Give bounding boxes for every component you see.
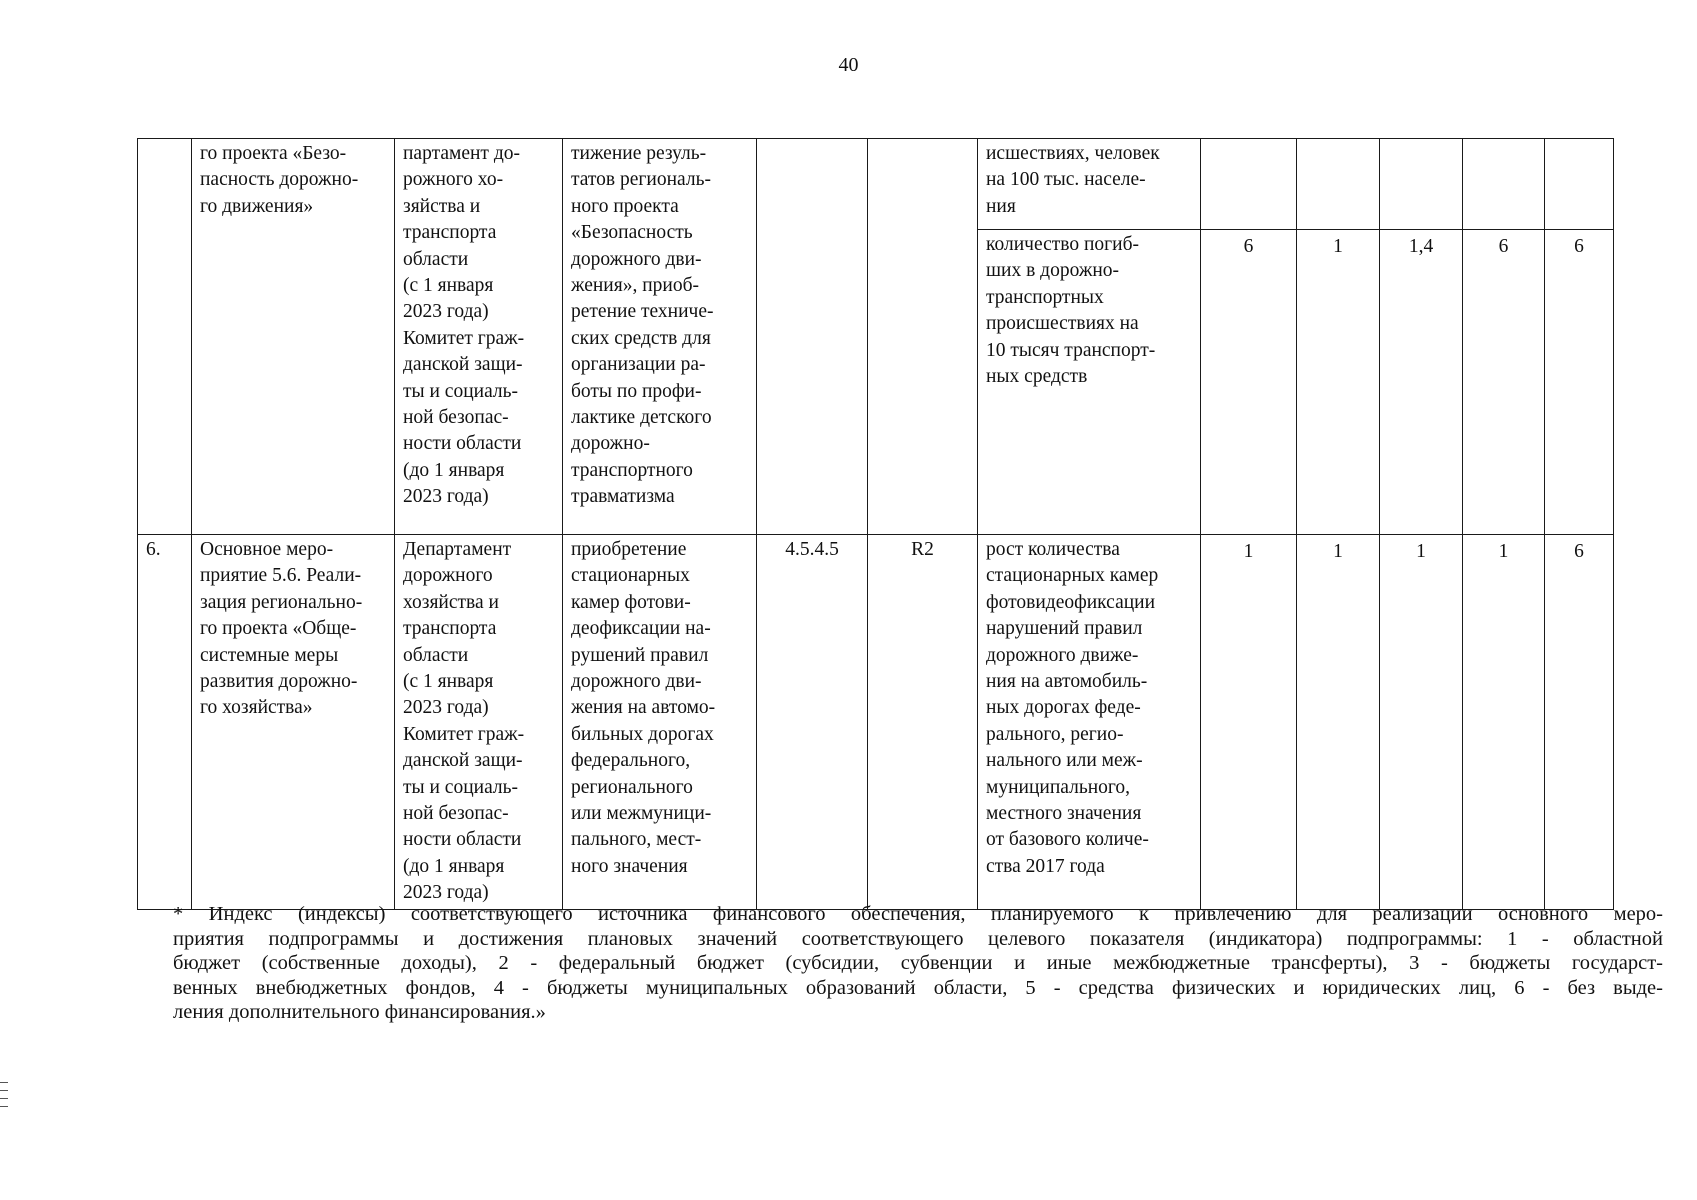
margin-mark bbox=[0, 1106, 8, 1107]
measure-name-line: Основное меро- bbox=[200, 539, 334, 560]
indicator-value bbox=[1297, 230, 1380, 535]
measure-name-line: зация регионально- bbox=[200, 591, 363, 613]
expected-result-line: травматизма bbox=[571, 486, 675, 508]
row-number bbox=[138, 535, 192, 910]
expected-result-line: дорожного дви- bbox=[571, 248, 702, 270]
indicator-name-line: ных средств bbox=[986, 366, 1088, 388]
expected-result-line: транспортного bbox=[571, 459, 693, 481]
indicator-value bbox=[1380, 535, 1463, 910]
table-row bbox=[138, 535, 1614, 910]
indicator-value bbox=[1380, 230, 1463, 535]
indicator-value-text: 1 bbox=[1498, 541, 1509, 562]
executor-line: зяйства и bbox=[403, 195, 481, 217]
indicator-name-line: нального или меж- bbox=[986, 750, 1143, 772]
row-number-text: 6. bbox=[146, 539, 161, 560]
executor-line: ты и социаль- bbox=[403, 776, 519, 798]
executor-line: Комитет граж- bbox=[403, 327, 525, 349]
indicator-name-line: рального, регио- bbox=[986, 723, 1124, 745]
indicator-name-line: муниципального, bbox=[986, 776, 1131, 798]
indicator-value-text: 6 bbox=[1574, 541, 1584, 562]
footnote-line: приятия подпрограммы и достижения плановых значений соответствующего целевого показателя (индикатора) подпрограммы: 1 - областной bbox=[173, 927, 1663, 950]
indicator-name-line: дорожного движе- bbox=[986, 644, 1139, 666]
expected-result-line: ного проекта bbox=[571, 195, 679, 217]
expected-result-line: ских средств для bbox=[571, 327, 711, 349]
expected-result bbox=[563, 535, 757, 910]
expected-result-line: ретение техниче- bbox=[571, 301, 714, 323]
expected-result-line: жения», приоб- bbox=[571, 275, 699, 297]
indicator-name-line: исшествиях, человек bbox=[986, 143, 1160, 164]
executor-line: ности области bbox=[403, 829, 522, 851]
indicator-value bbox=[1201, 230, 1297, 535]
executor-line: 2023 года) bbox=[403, 301, 489, 323]
indicator-name bbox=[978, 230, 1201, 535]
footnote-line: * Индекс (индексы) соответствующего источника финансового обеспечения, планируемого к привлечению для реализации основного меро- bbox=[173, 903, 1663, 925]
expected-result-line: дорожного дви- bbox=[571, 671, 702, 693]
indicator-value bbox=[1545, 139, 1614, 230]
measure-name-line: пасность дорожно- bbox=[200, 169, 359, 191]
indicator-name-line: транспортных bbox=[986, 286, 1104, 308]
expected-result-line: ного значения bbox=[571, 855, 688, 877]
indicator-value-text: 1 bbox=[1243, 541, 1254, 562]
indicator-name bbox=[978, 535, 1201, 910]
indicator-name-line: ных дорогах феде- bbox=[986, 697, 1141, 719]
margin-mark bbox=[0, 1090, 8, 1091]
footnote-line: венных внебюджетных фондов, 4 - бюджеты муниципальных образований области, 5 - средства физических и юридических лиц, 6 - без выде- bbox=[173, 976, 1663, 999]
budget-code bbox=[757, 535, 868, 910]
executor-line: ты и социаль- bbox=[403, 380, 519, 402]
expected-result-line: бильных дорогах bbox=[571, 723, 714, 745]
executor-line: дорожного bbox=[403, 565, 493, 587]
indicator-value bbox=[1297, 535, 1380, 910]
executor-line: области bbox=[403, 248, 469, 270]
row-number bbox=[138, 139, 192, 535]
expected-result-line: или межмуници- bbox=[571, 803, 712, 825]
executor-line: Комитет граж- bbox=[403, 723, 525, 745]
expected-result-line: жения на автомо- bbox=[571, 697, 716, 719]
indicator-value-text: 6 bbox=[1574, 236, 1584, 257]
executor-line: Департамент bbox=[403, 539, 512, 560]
indicator-value bbox=[1463, 535, 1545, 910]
measure-name-line: го движения» bbox=[200, 195, 314, 217]
indicator-name-line: ства 2017 года bbox=[986, 855, 1105, 877]
indicator-name-line: ния bbox=[986, 195, 1016, 217]
indicator-name-line: от базового количе- bbox=[986, 829, 1149, 851]
executor-line: области bbox=[403, 644, 469, 666]
executor-line: транспорта bbox=[403, 222, 497, 244]
margin-mark bbox=[0, 1098, 8, 1099]
executor-line: (с 1 января bbox=[403, 671, 494, 693]
indicator-value-text: 1,4 bbox=[1408, 236, 1434, 257]
executor-line: (до 1 января bbox=[403, 459, 505, 481]
executor-line: данской защи- bbox=[403, 750, 523, 772]
executor-line: рожного хо- bbox=[403, 169, 504, 191]
executor-line: 2023 года) bbox=[403, 697, 489, 719]
margin-mark bbox=[0, 1082, 8, 1083]
indicator-value bbox=[1545, 535, 1614, 910]
executor-line: ности области bbox=[403, 433, 522, 455]
indicator-name-line: фотовидеофиксации bbox=[986, 591, 1156, 613]
indicator-name-line: ших в дорожно- bbox=[986, 260, 1119, 282]
executor-line: ной безопас- bbox=[403, 407, 509, 429]
expected-result bbox=[563, 139, 757, 535]
indicator-name bbox=[978, 139, 1201, 230]
indicator-value-text: 1 bbox=[1416, 541, 1426, 562]
measure-name-line: го проекта «Обще- bbox=[200, 618, 357, 640]
executor-line: хозяйства и bbox=[403, 591, 499, 613]
expected-result-line: пального, мест- bbox=[571, 829, 702, 851]
measure-name-line: го хозяйства» bbox=[200, 697, 313, 719]
page-number: 40 bbox=[838, 54, 859, 76]
expected-result-line: приобретение bbox=[571, 539, 687, 560]
indicator-name-line: 10 тысяч транспорт- bbox=[986, 339, 1156, 361]
indicator-value bbox=[1201, 139, 1297, 230]
executor-line: ной безопас- bbox=[403, 803, 509, 825]
expected-result-line: камер фотови- bbox=[571, 591, 691, 613]
source-index bbox=[868, 139, 978, 535]
expected-result-line: деофиксации на- bbox=[571, 618, 711, 640]
indicator-name-line: стационарных камер bbox=[986, 565, 1159, 587]
footnote-line: бюджет (собственные доходы), 2 - федеральный бюджет (субсидии, субвенции и иные межбюджетные трансферты), 3 - бюджеты государст- bbox=[173, 952, 1663, 974]
indicator-value bbox=[1545, 230, 1614, 535]
indicator-value-text: 1 bbox=[1333, 236, 1343, 257]
executor-line: 2023 года) bbox=[403, 486, 489, 508]
source-index-text: R2 bbox=[911, 539, 934, 560]
footnote bbox=[173, 902, 1663, 1025]
executor-line: (с 1 января bbox=[403, 275, 494, 297]
source-index bbox=[868, 535, 978, 910]
measure-name bbox=[192, 139, 395, 535]
measure-name-line: развития дорожно- bbox=[200, 671, 358, 693]
executor bbox=[395, 535, 563, 910]
indicator-name-line: на 100 тыс. населе- bbox=[986, 169, 1146, 191]
indicator-value-text: 6 bbox=[1498, 236, 1509, 257]
indicator-name-line: нарушений правил bbox=[986, 618, 1143, 640]
indicator-value-text: 6 bbox=[1243, 236, 1254, 257]
executor-line: партамент до- bbox=[403, 143, 520, 164]
indicator-value bbox=[1201, 535, 1297, 910]
indicator-name-line: происшествиях на bbox=[986, 313, 1139, 335]
indicator-name-line: местного значения bbox=[986, 803, 1142, 825]
program-table bbox=[137, 138, 1614, 910]
expected-result-line: дорожно- bbox=[571, 433, 650, 455]
measure-name-line: приятие 5.6. Реали- bbox=[200, 565, 362, 587]
table-row bbox=[138, 139, 1614, 230]
indicator-value bbox=[1463, 139, 1545, 230]
executor-line: транспорта bbox=[403, 618, 497, 640]
executor bbox=[395, 139, 563, 535]
expected-result-line: татов региональ- bbox=[571, 169, 711, 191]
expected-result-line: регионального bbox=[571, 776, 693, 798]
executor-line: данской защи- bbox=[403, 354, 523, 376]
expected-result-line: стационарных bbox=[571, 565, 690, 587]
indicator-name-line: рост количества bbox=[986, 539, 1120, 560]
budget-code bbox=[757, 139, 868, 535]
budget-code-text: 4.5.4.5 bbox=[785, 539, 839, 560]
expected-result-line: федерального, bbox=[571, 750, 691, 772]
expected-result-line: рушений правил bbox=[571, 644, 709, 666]
expected-result-line: тижение резуль- bbox=[571, 143, 707, 164]
indicator-name-line: ния на автомобиль- bbox=[986, 671, 1148, 693]
expected-result-line: «Безопасность bbox=[571, 222, 693, 244]
executor-line: (до 1 января bbox=[403, 855, 505, 877]
expected-result-line: лактике детского bbox=[571, 407, 712, 429]
executor-line: 2023 года) bbox=[403, 882, 489, 904]
indicator-value bbox=[1380, 139, 1463, 230]
expected-result-line: организации ра- bbox=[571, 354, 706, 376]
indicator-value bbox=[1463, 230, 1545, 535]
footnote-line: ления дополнительного финансирования.» bbox=[173, 1001, 546, 1023]
indicator-name-line: количество погиб- bbox=[986, 234, 1140, 255]
measure-name bbox=[192, 535, 395, 910]
indicator-value-text: 1 bbox=[1333, 541, 1343, 562]
measure-name-line: системные меры bbox=[200, 644, 339, 666]
expected-result-line: боты по профи- bbox=[571, 380, 702, 402]
measure-name-line: го проекта «Безо- bbox=[200, 143, 347, 164]
indicator-value bbox=[1297, 139, 1380, 230]
